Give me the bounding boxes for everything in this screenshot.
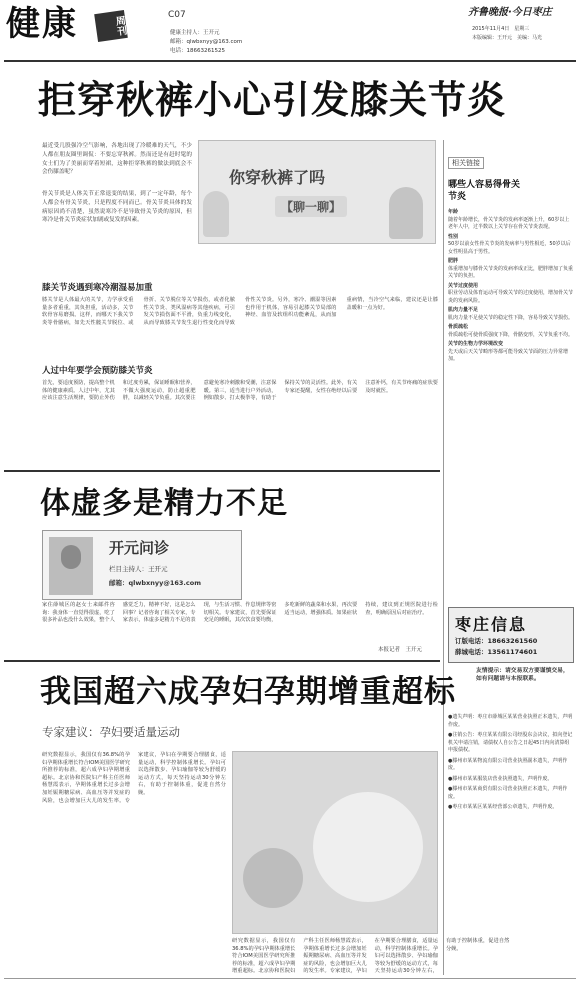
article1-image — [198, 140, 436, 244]
sidebar-item-2 — [448, 258, 574, 281]
article3-text-continued: 研究数据显示，我国仅有36.8%的孕妇孕期体重增长符合IOM美国医学研究所推荐的标准，超六成孕妇孕期增重超标。北京协和医院妇产科主任医师杨慧霞表示，孕期体重增长过多会增加妊娠期糖尿病、高血压等并发症的风险，也会增加巨大儿的发生率。专家建议，孕妇在孕期要合理膳食，适量运动，科学控制体重增长。孕妇可以选择散步、孕妇瑜伽等较为舒缓的运动方式，每天坚持运动30分钟左右，有助于控制体重，促进自然分娩。 — [232, 938, 510, 975]
sidebar-item-label: 骨质疏松 — [448, 324, 469, 330]
column-email: 邮箱：qlwbxnyy@163.com — [109, 579, 201, 587]
image-sub: 【聊一聊】 — [275, 196, 347, 217]
sidebar-item-0 — [448, 209, 574, 232]
info-item: ●滕州市某某物流有限公司营业执照副本遗失，声明作废。 — [448, 757, 568, 771]
sidebar-item-label: 性别 — [448, 233, 459, 240]
sidebar-item-5 — [448, 324, 574, 339]
article3-subhead: 专家建议：孕妇要适量运动 — [42, 725, 180, 739]
article2-byline: 本报记者 王开元 — [378, 647, 423, 653]
article1-lead-1: 最近受几股强冷空气影响，各地出现了冷暖难的天气，不少人都在朋友圈里调侃：不要忘穿秋裤。然而还是有赶时髦的女士们为了美丽而穿着短裙，这种拒穿秋裤的做法到底会不会伤膝盖呢？ — [42, 143, 192, 176]
cartoon-figure-right — [389, 187, 423, 239]
info-item: ●注销公告：枣庄某某有限公司经股东会决议，拟向登记机关申请注销，请债权人自公告之日起45日内向清算组申报债权。 — [448, 732, 573, 753]
article1-sub1-text: 膝关节是人体最大的关节，力学承受重量多者重重，其负担重，活动多，关节软骨容易磨损。这样，而哪天下我关节炎等骨骼病，如先天性髋关节脱位、或骨折、关节脱位等关节损伤，或者化脓性关节炎、类风湿病等其他疾病，可引发关节损伤面不平滑，负重力线变化，从而导致膝关节发生退行性变化而导致骨性关节炎。另外，寒冷、潮湿等因素也作用于机体，容易引起膝关节局部的神经、血管及软组织功能紊乱，从而加重病情，当冷空气来临，建议还是让膝盖暖和一点为好。 — [42, 297, 438, 326]
section-title: 健康 — [6, 4, 78, 44]
article1-headline: 拒穿秋裤小心引发膝关节炎 — [38, 78, 507, 122]
column-host: 栏目主持人：王开元 — [109, 565, 168, 573]
sidebar — [448, 150, 574, 364]
info-title: 枣庄信息 — [455, 615, 528, 634]
page-number: C07 — [168, 10, 186, 20]
info-items — [448, 714, 574, 815]
flowers — [243, 848, 303, 908]
masthead-rule — [4, 60, 576, 62]
sidebar-title: 哪些人容易得骨关节炎 — [448, 180, 521, 202]
sidebar-item-text: 体重增加与膝骨关节炎的发病率成正比，肥胖增加了负重关节的负担。 — [448, 265, 574, 279]
article1-subhead-1: 膝关节炎遇到寒冷潮湿易加重 — [42, 283, 153, 293]
info-item: ●滕州市某某服装店营业执照遗失，声明作废。 — [448, 775, 553, 782]
phone-line: 电话：18663261525 — [170, 48, 225, 54]
sidebar-item-text: 50岁以前女性骨关节炎的发病率与男性相近，50岁以后女性明显高于男性。 — [448, 241, 571, 255]
column-title: 开元问诊 — [109, 539, 170, 557]
article2-headline: 体虚多是精力不足 — [40, 486, 288, 521]
sidebar-item-label: 关节过度使用 — [448, 282, 479, 289]
sidebar-item-4 — [448, 307, 574, 322]
image-caption: 你穿秋裤了吗 — [229, 168, 326, 187]
column-photo — [49, 537, 93, 595]
editors-line: 本版编辑：王开元 美编：马光 — [472, 35, 543, 41]
article2-text: 家住薛城区的赵女士来邮件咨询：我身体一直觉得很虚，吃了很多补品也没什么效果，整个人感觉乏力，精神不好，这是怎么回事？记者咨询了相关专家，专家表示，体虚多是精力不足的表现，与生活习惯、作息规律等密切相关。专家建议，首先要保证充足的睡眠，其次饮食要均衡，多吃新鲜的蔬菜和水果，再次要适当运动，增强体质。如果症状持续，建议到正规医院进行检查，明确原因后对症治疗。 — [42, 602, 438, 624]
info-phone-2: 薛城电话：13561174601 — [455, 648, 538, 656]
info-item: ●枣庄市某某区某某经营部公章遗失，声明作废。 — [448, 804, 558, 810]
info-box — [448, 607, 574, 663]
sidebar-tag: 相关链接 — [448, 157, 484, 169]
date-line: 2015年11月4日 星期三 — [472, 26, 530, 32]
article3-headline: 我国超六成孕妇孕期增重超标 — [40, 674, 456, 710]
article2-bottom-rule — [4, 660, 440, 662]
article3-text-left: 研究数据显示，我国仅有36.8%的孕妇孕期体重增长符合IOM美国医学研究所推荐的标准，超六成孕妇孕期增重超标。北京协和医院妇产科主任医师杨慧霞表示，孕期体重增长过多会增加妊娠期糖尿病、高血压等并发症的风险，也会增加巨大儿的发生率。专家建议，孕妇在孕期要合理膳食，适量运动，科学控制体重增长。孕妇可以选择散步、孕妇瑜伽等较为舒缓的运动方式，每天坚持运动30分钟左右，有助于控制体重，促进自然分娩。 — [42, 752, 226, 804]
editor-line: 健康主持人：王开元 — [170, 30, 220, 36]
avatar — [61, 545, 81, 569]
article1-subhead-2: 人过中年要学会预防膝关节炎 — [42, 366, 153, 376]
article3-text-bottom — [232, 938, 510, 976]
sidebar-item-label: 年龄 — [448, 209, 459, 215]
sidebar-item-3 — [448, 283, 574, 306]
column-box — [42, 530, 242, 600]
sidebar-item-label: 关节的生物力学环境改变 — [448, 341, 504, 347]
sidebar-item-label: 肌肉力量不足 — [448, 307, 479, 313]
info-item: ●滕州市某某商贸有限公司营业执照正本遗失，声明作废。 — [448, 786, 568, 800]
sidebar-item-6 — [448, 341, 574, 364]
sidebar-item-text: 骨质疏松可使骨质强度下降，骨骼变形，关节负重不均。 — [448, 331, 574, 338]
info-item: ●遗失声明：枣庄市薛城区某某营业执照正本遗失，声明作废。 — [448, 714, 573, 728]
paper-name: 齐鲁晚报·今日枣庄 — [468, 7, 552, 18]
cartoon-figure-left — [203, 191, 229, 237]
info-notice: 友情提示：请交易双方要谨慎交易，如有问题请与本报联系。 — [476, 668, 569, 682]
section-tag: 周刊 — [94, 10, 128, 42]
email-line: 邮箱：qlwbxnyy@163.com — [170, 39, 243, 45]
sidebar-item-text: 先天或后天关节畸形等都可能导致关节面的压力异常增加。 — [448, 348, 569, 362]
pregnant-belly — [313, 792, 423, 902]
sidebar-item-label: 肥胖 — [448, 258, 459, 264]
sidebar-item-text: 肌肉力量不足使关节的稳定性下降，容易导致关节损伤。 — [448, 314, 574, 321]
info-phone-1: 订版电话：18663261560 — [455, 637, 538, 645]
sidebar-item-text: 随着年龄增长，骨关节炎的发病率逐渐上升，60岁以上老年人中，过半数以上关节存在骨关节炎表现。 — [448, 216, 570, 230]
article1-sub2-text: 首先，要适度预防，提高整个机体的健康素质。人过中年，尤其应该注意生活规律，要防止外伤和过度劳累，保证睡眠和营养，不做大强度运动，防止超重肥胖，以减轻关节负重。其次要注意避免寒冷刺激和受潮，注意保暖。第三，适当进行户外活动，例如散步、打太极拳等，有助于保持关节的灵活性。此外，有关专家还提醒，女性在绝经以后要注意补钙，有关节疼痛的症状要及时就医。 — [42, 380, 438, 402]
sidebar-divider — [443, 140, 444, 975]
sidebar-item-text: 职业劳动及体育运动可导致关节的过度使用，增加骨关节炎的发病风险。 — [448, 290, 574, 304]
article3-image — [232, 751, 438, 934]
page-bottom-rule — [4, 978, 576, 979]
article1-lead-2: 骨关节炎是人体关节正常退变的结果，到了一定年龄，每个人都会有骨关节炎，只是程度不同而已。骨关节炎具体的发病原因尚不清楚，虽然说寒冷不是导致骨关节炎的原因，但寒冷是骨关节炎症状加剧或复发的因素。 — [42, 191, 192, 224]
article1-bottom-rule — [4, 470, 440, 472]
sidebar-item-1 — [448, 234, 574, 257]
